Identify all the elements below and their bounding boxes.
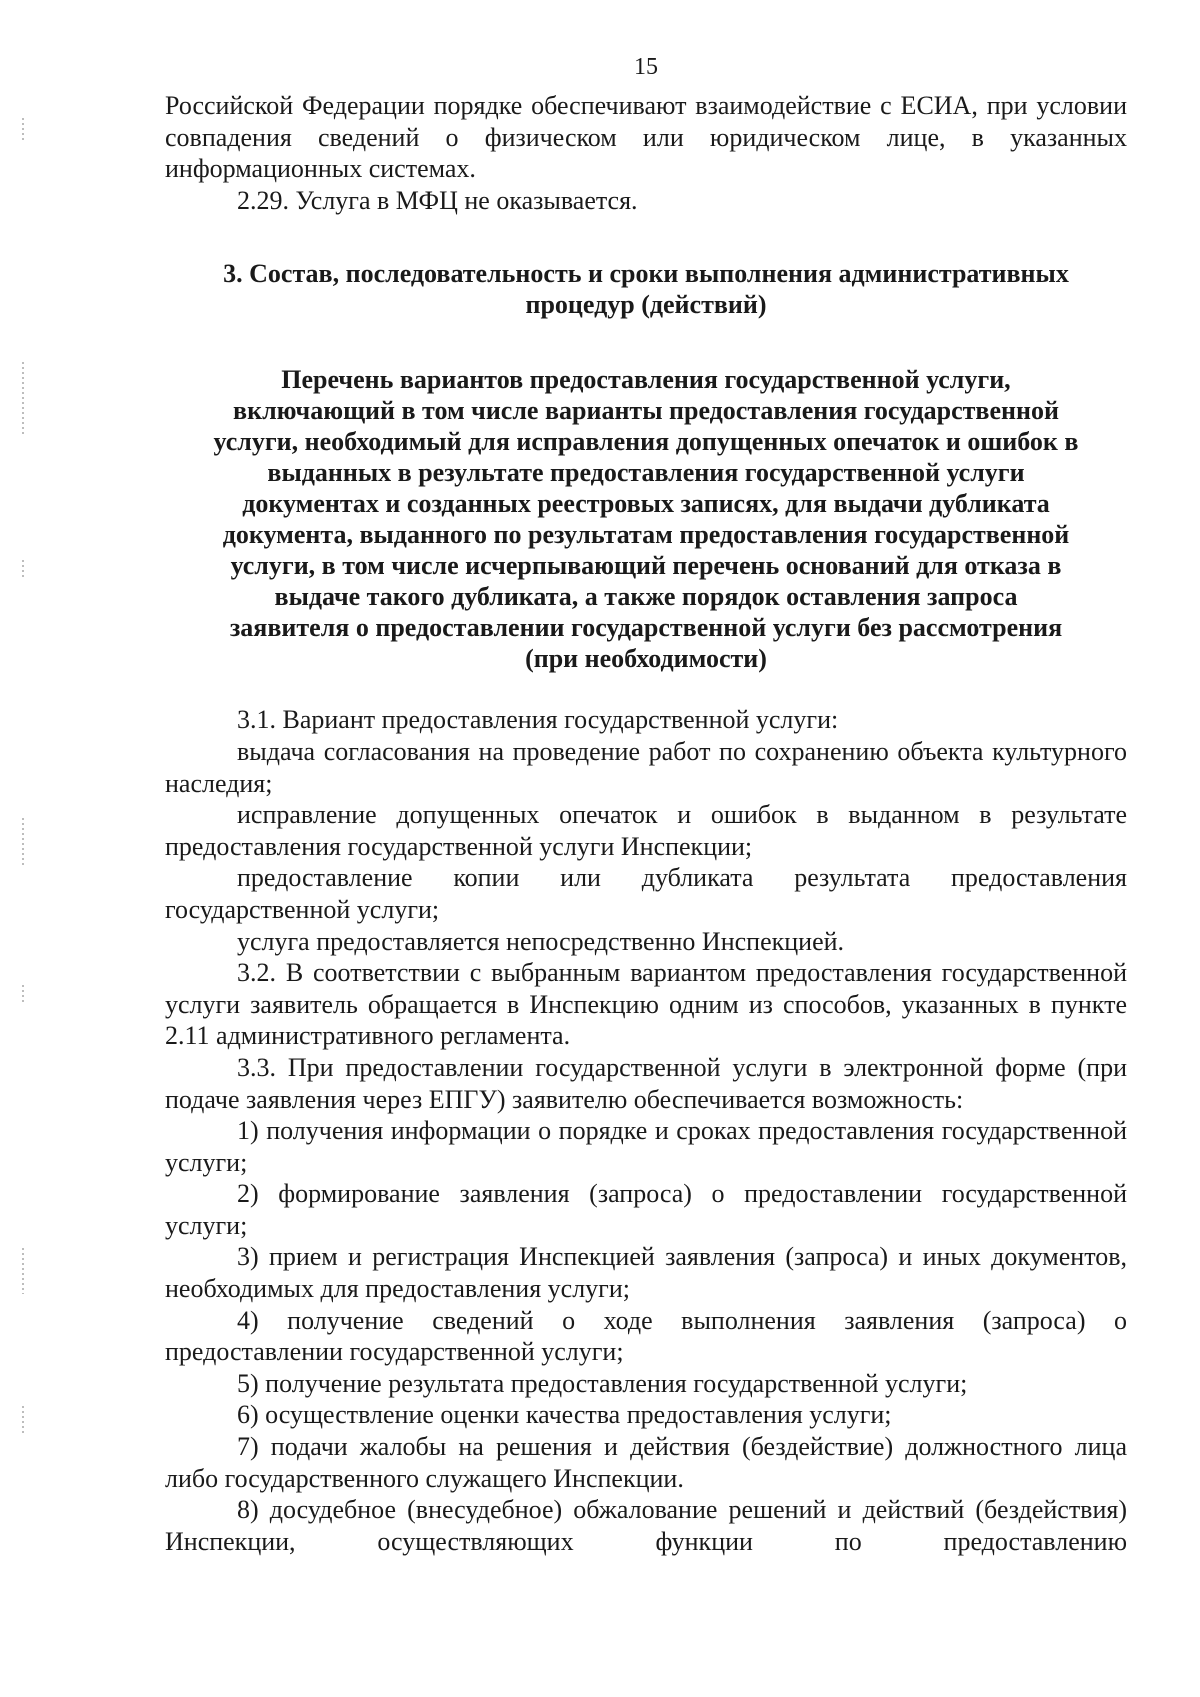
scan-edge-mark [22,985,24,1005]
subsection-heading-line: (при необходимости) [525,644,767,674]
page-number: 15 [634,54,658,80]
subsection-heading-line: заявителя о предоставлении государственной услуги без рассмотрения [229,613,1063,643]
paragraph: 3.1. Вариант предоставления государственной услуги: [237,705,839,735]
section-heading-line: процедур (действий) [525,290,767,320]
paragraph: 8) досудебное (внесудебное) обжалование решений и действий (бездействия) Инспекции, осуществляющих функции по предоставлению [165,1495,1127,1556]
scan-edge-mark [22,1248,24,1294]
subsection-heading-line: выдаче такого дубликата, а также порядок оставления запроса [274,582,1018,612]
paragraph: 1) получения информации о порядке и сроках предоставления государственной услуги; [165,1116,1127,1177]
subsection-heading-line: Перечень вариантов предоставления государственной услуги, [281,365,1011,395]
scan-edge-mark [22,818,24,866]
subsection-heading-line: услуги, в том числе исчерпывающий перечень оснований для отказа в [230,551,1062,581]
subsection-heading-line: включающий в том числе варианты предоставления государственной [233,396,1059,426]
section-heading-line: 3. Состав, последовательность и сроки выполнения административных [223,259,1069,289]
paragraph: услуга предоставляется непосредственно Инспекцией. [237,926,845,956]
section-heading [165,258,1127,320]
subsection-heading-line: документах и созданных реестровых записях, для выдачи дубликата [242,489,1050,519]
scan-edge-mark [22,362,24,434]
paragraph: 7) подачи жалобы на решения и действия (бездействие) должностного лица либо государственного служащего Инспекции. [165,1432,1127,1493]
scan-edge-mark [22,118,24,140]
paragraph: предоставление копии или дубликата результата предоставления государственной услуги; [165,863,1127,924]
paragraph: 4) получение сведений о ходе выполнения заявления (запроса) о предоставлении государственной услуги; [165,1305,1127,1367]
paragraph: 5) получение результата предоставления государственной услуги; [237,1368,968,1398]
paragraph: 3) прием и регистрация Инспекцией заявления (запроса) и иных документов, необходимых для предоставления услуги; [165,1242,1127,1304]
paragraph: 3.3. При предоставлении государственной услуги в электронной форме (при подаче заявления через ЕПГУ) заявителю обеспечивается возможность: [165,1052,1127,1114]
subsection-heading [165,364,1127,674]
scan-edge-mark [22,560,24,580]
subsection-heading-line: выданных в результате предоставления государственной услуги [267,458,1025,488]
document-page [165,52,1127,1557]
subsection-heading-line: документа, выданного по результатам предоставления государственной [222,520,1070,550]
paragraph: исправление допущенных опечаток и ошибок в выданном в результате предоставления государственной услуги Инспекции; [165,800,1127,861]
paragraph: 6) осуществление оценки качества предоставления услуги; [237,1400,892,1430]
paragraph: 2) формирование заявления (запроса) о предоставлении государственной услуги; [165,1179,1127,1240]
paragraph: выдача согласования на проведение работ по сохранению объекта культурного наследия; [165,736,1127,798]
paragraph: 2.29. Услуга в МФЦ не оказывается. [237,185,638,215]
paragraph: Российской Федерации порядке обеспечивают взаимодействие с ЕСИА, при условии совпадения сведений о физическом или юридическом лице, в указанных информационных системах. [165,91,1127,184]
scan-edge-mark [22,1406,24,1434]
paragraph: 3.2. В соответствии с выбранным вариантом предоставления государственной услуги заявитель обращается в Инспекцию одним из способов, указанных в пункте 2.11 административного регламента. [165,958,1127,1051]
subsection-heading-line: услуги, необходимый для исправления допущенных опечаток и ошибок в [213,427,1079,457]
